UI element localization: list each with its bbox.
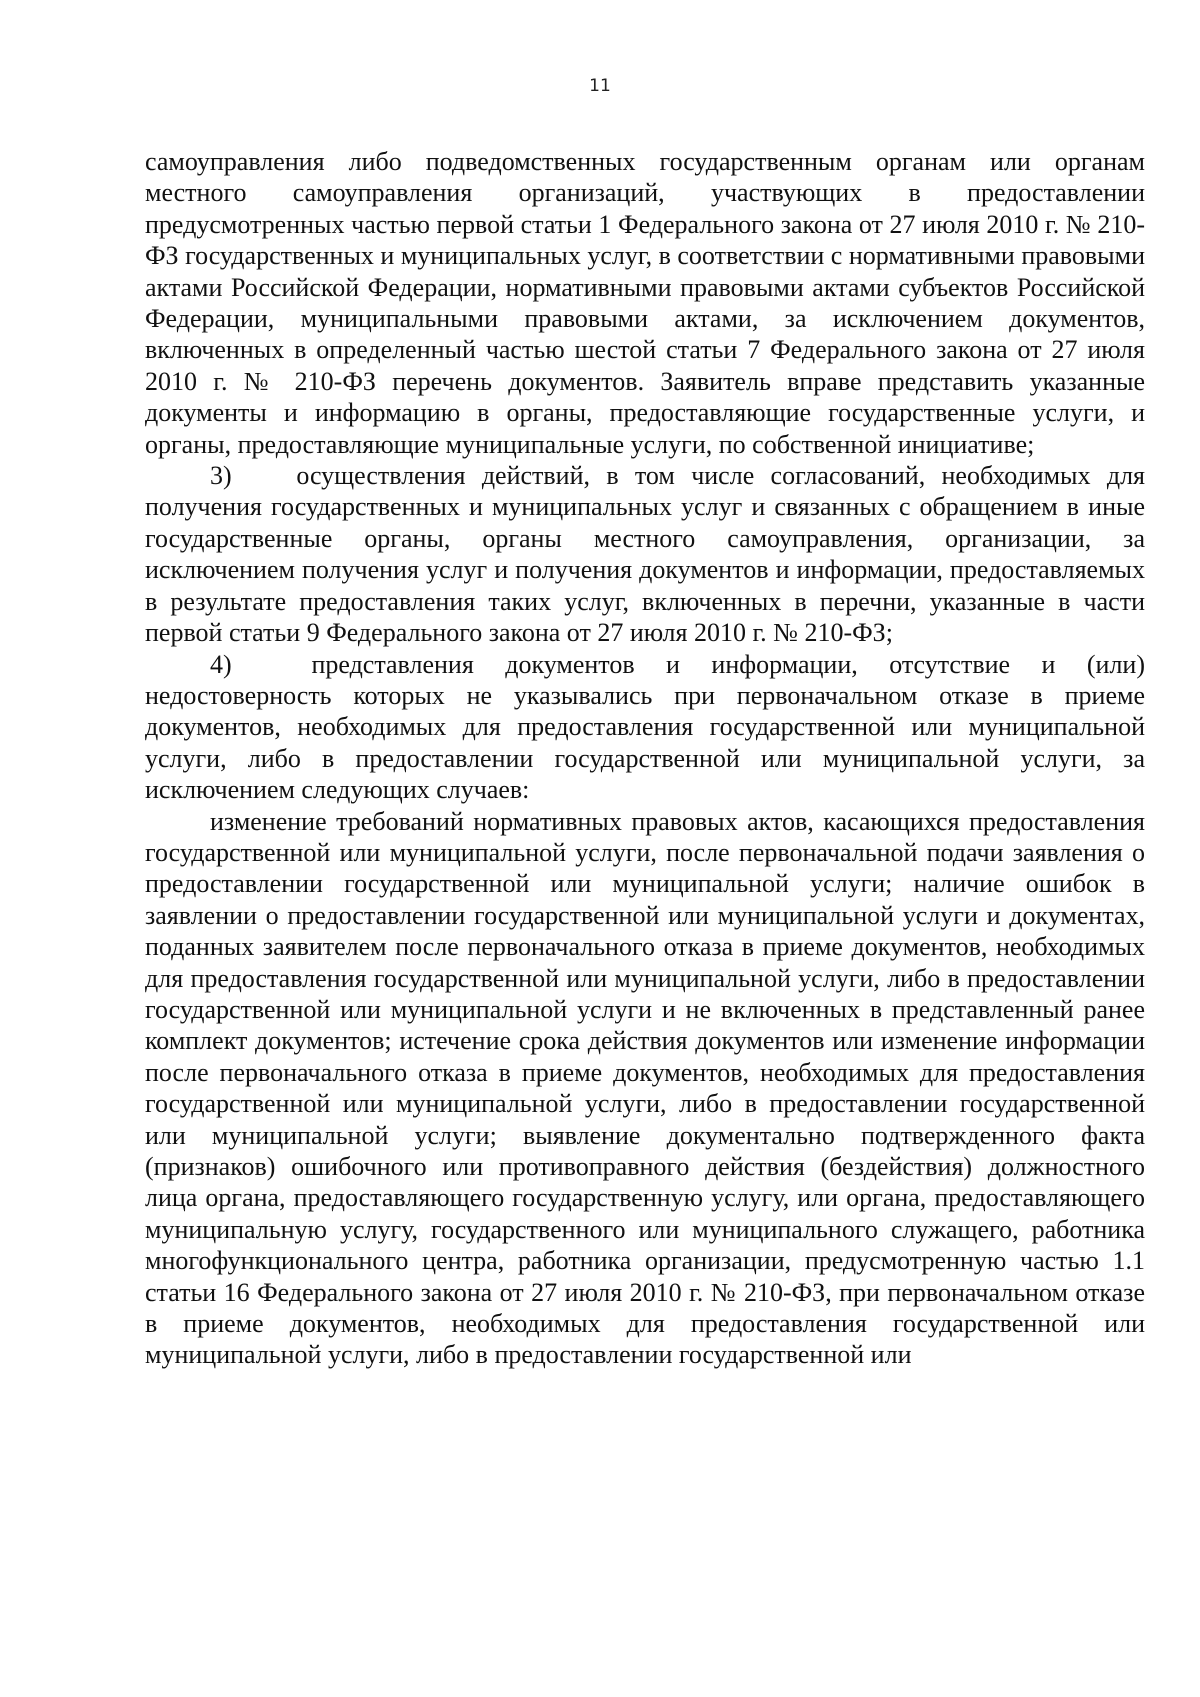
list-item-number: 3) [210, 461, 232, 491]
paragraph-exceptions: изменение требований нормативных правовых актов, касающихся предоставления государственной или муниципальной услуги, после первоначальной подачи заявления о предоставлении государственной или муниципальной услуги; наличие ошибок в заявлении о предоставлении государственной или муниципальной услуги и документах, поданных заявителем после первоначального отказа в приеме документов, необходимых для предоставления государственной или муниципальной услуги, либо в предоставлении государственной или муниципальной услуги и не включенных в представленный ранее комплект документов; истечение срока действия документов или изменение информации после первоначального отказа в приеме документов, необходимых для предоставления государственной или муниципальной услуги, либо в предоставлении государственной или муниципальной услуги; выявление документально подтвержденного факта (признаков) ошибочного или противоправного действия (бездействия) должностного лица органа, предоставляющего государственную услугу, или органа, предоставляющего муниципальную услугу, государственного или муниципального служащего, работника многофункционального центра, работника организации, предусмотренную частью 1.1 статьи 16 Федерального закона от 27 июля 2010 г. № 210-ФЗ, при первоначальном отказе в приеме документов, необходимых для предоставления государственной или муниципальной услуги, либо в предоставлении государственной или [145, 806, 1145, 1370]
list-item-3 [145, 460, 1145, 648]
list-item-number: 4) [210, 649, 232, 679]
list-item-text: осуществления действий, в том числе согласований, необходимых для получения государственных и муниципальных услуг и связанных с обращением в иные государственные органы, органы местного самоуправления, организации, за исключением получения услуг и получения документов и информации, предоставляемых в результате предоставления таких услуг, включенных в перечни, указанные в части первой статьи 9 Федерального закона от 27 июля 2010 г. № 210-ФЗ; [145, 461, 1145, 648]
list-item-text: представления документов и информации, отсутствие и (или) недостоверность которых не указывались при первоначальном отказе в приеме документов, необходимых для предоставления государственной или муниципальной услуги, либо в предоставлении государственной или муниципальной услуги, за исключением следующих случаев: [145, 649, 1145, 805]
page-number: 11 [589, 76, 611, 96]
document-body [145, 146, 1145, 1371]
paragraph-continuation: самоуправления либо подведомственных государственным органам или органам местного самоуправления организаций, участвующих в предоставлении предусмотренных частью первой статьи 1 Федерального закона от 27 июля 2010 г. № 210-ФЗ государственных и муниципальных услуг, в соответствии с нормативными правовыми актами Российской Федерации, нормативными правовыми актами субъектов Российской Федерации, муниципальными правовыми актами, за исключением документов, включенных в определенный частью шестой статьи 7 Федерального закона от 27 июля 2010 г. № 210-ФЗ перечень документов. Заявитель вправе представить указанные документы и информацию в органы, предоставляющие государственные услуги, и органы, предоставляющие муниципальные услуги, по собственной инициативе; [145, 147, 1145, 459]
list-item-4 [145, 649, 1145, 806]
